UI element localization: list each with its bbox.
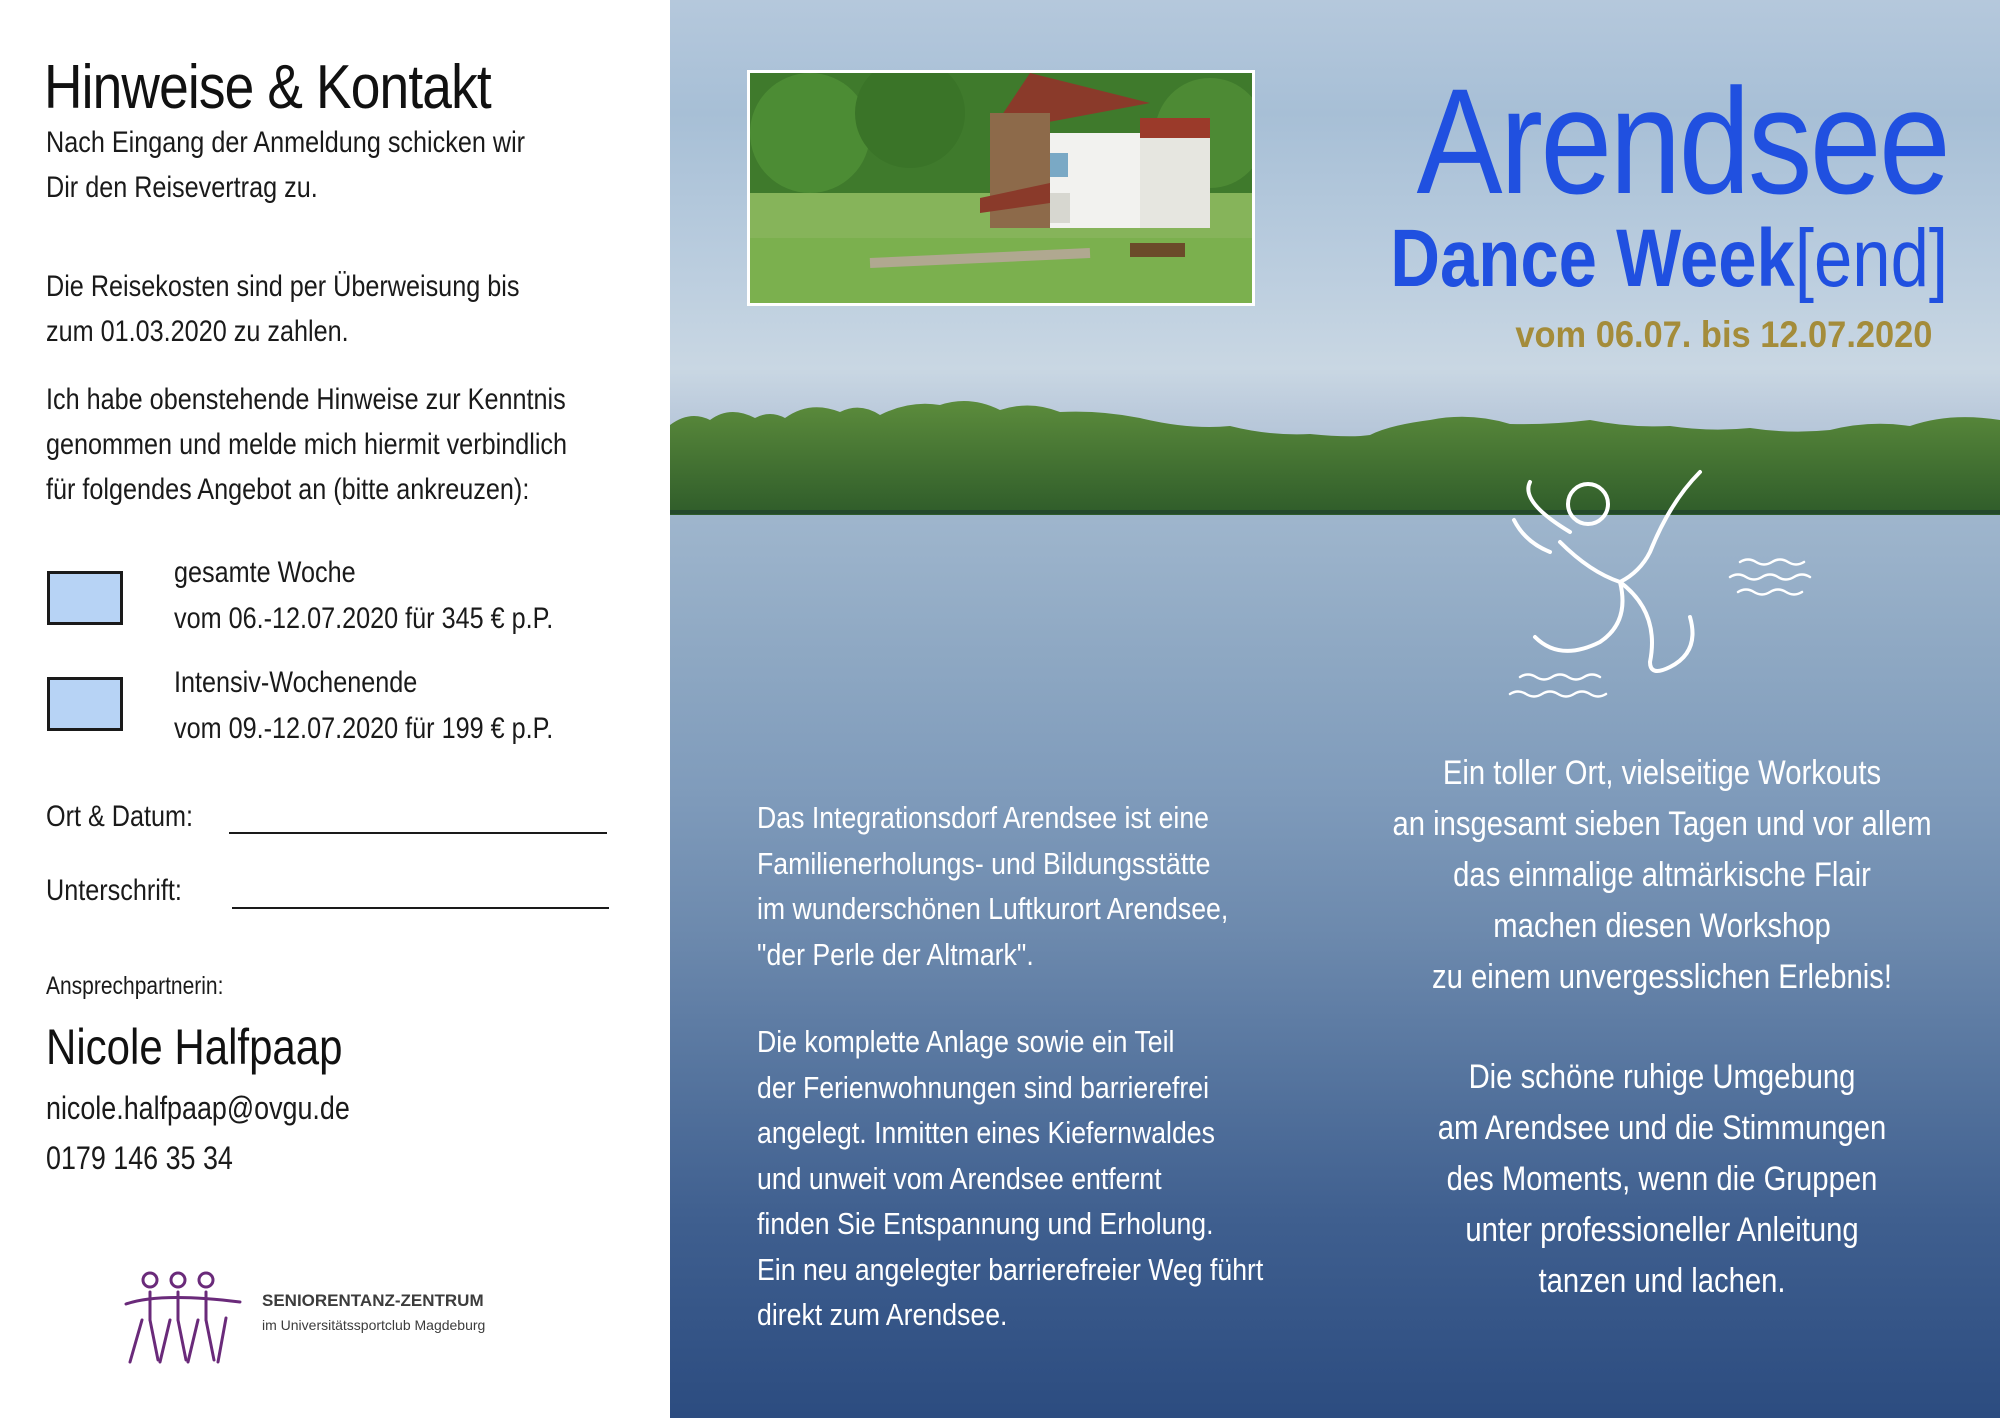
info-paragraph-3: Ich habe obenstehende Hinweise zur Kenntnis genommen und melde mich hiermit verbindlich für folgendes Angebot an (bitte ankreuzen): (46, 383, 568, 506)
event-subtitle: Dance Week[end] (1390, 213, 1948, 304)
info-paragraph-1: Nach Eingang der Anmeldung schicken wir Dir den Reisevertrag zu. (46, 126, 526, 204)
panel-heading: Hinweise & Kontakt (44, 53, 491, 122)
event-dates: vom 06.07. bis 12.07.2020 (1514, 314, 1932, 355)
contact-phone: 0179 146 35 34 (46, 1140, 233, 1176)
place-date-field[interactable] (229, 832, 607, 834)
holiday-village-photo (747, 70, 1255, 306)
place-date-label: Ort & Datum: (46, 800, 194, 833)
logo-title: SENIORENTANZ-ZENTRUM (262, 1291, 484, 1310)
dancer-figure-icon (1500, 462, 1830, 712)
workshop-description-1: Ein toller Ort, vielseitige Workouts an insgesamt sieben Tagen und vor allem das einmalige altmärkische Flair machen diesen Workshop zu einem unvergesslichen Erlebnis! (1392, 754, 1932, 996)
option-week-checkbox[interactable] (47, 571, 123, 625)
workshop-description-2: Die schöne ruhige Umgebung am Arendsee und die Stimmungen des Moments, wenn die Gruppen unter professioneller Anleitung tanzen und lachen. (1437, 1058, 1887, 1300)
contact-panel (0, 0, 670, 1418)
logo-subtitle: im Universitätssportclub Magdeburg (262, 1317, 486, 1333)
contact-email[interactable]: nicole.halfpaap@ovgu.de (46, 1090, 350, 1126)
village-description-1: Das Integrationsdorf Arendsee ist eine Familienerholungs- und Bildungsstätte im wunderschönen Luftkurort Arendsee, "der Perle der Altmark". (757, 800, 1229, 972)
event-title: Arendsee (1416, 57, 1948, 225)
house-image (750, 73, 1252, 303)
option-week-label: gesamte Woche vom 06.-12.07.2020 für 345 € p.P. (174, 556, 554, 635)
info-paragraph-2: Die Reisekosten sind per Überweisung bis zum 01.03.2020 zu zahlen. (46, 270, 520, 348)
signature-label: Unterschrift: (46, 874, 182, 907)
option-weekend-checkbox[interactable] (47, 677, 123, 731)
contact-label: Ansprechpartnerin: (46, 972, 224, 1000)
village-description-2: Die komplette Anlage sowie ein Teil der Ferienwohnungen sind barrierefrei angelegt. Inmitten eines Kiefernwaldes und unweit vom Arendsee entfernt finden Sie Entspannung und Erholung. Ein neu angelegter barrierefreier Weg führt direkt zum Arendsee. (757, 1024, 1264, 1332)
option-weekend-label: Intensiv-Wochenende vom 09.-12.07.2020 für 199 € p.P. (174, 666, 554, 745)
contact-name: Nicole Halfpaap (46, 1019, 343, 1075)
signature-field[interactable] (232, 907, 609, 909)
